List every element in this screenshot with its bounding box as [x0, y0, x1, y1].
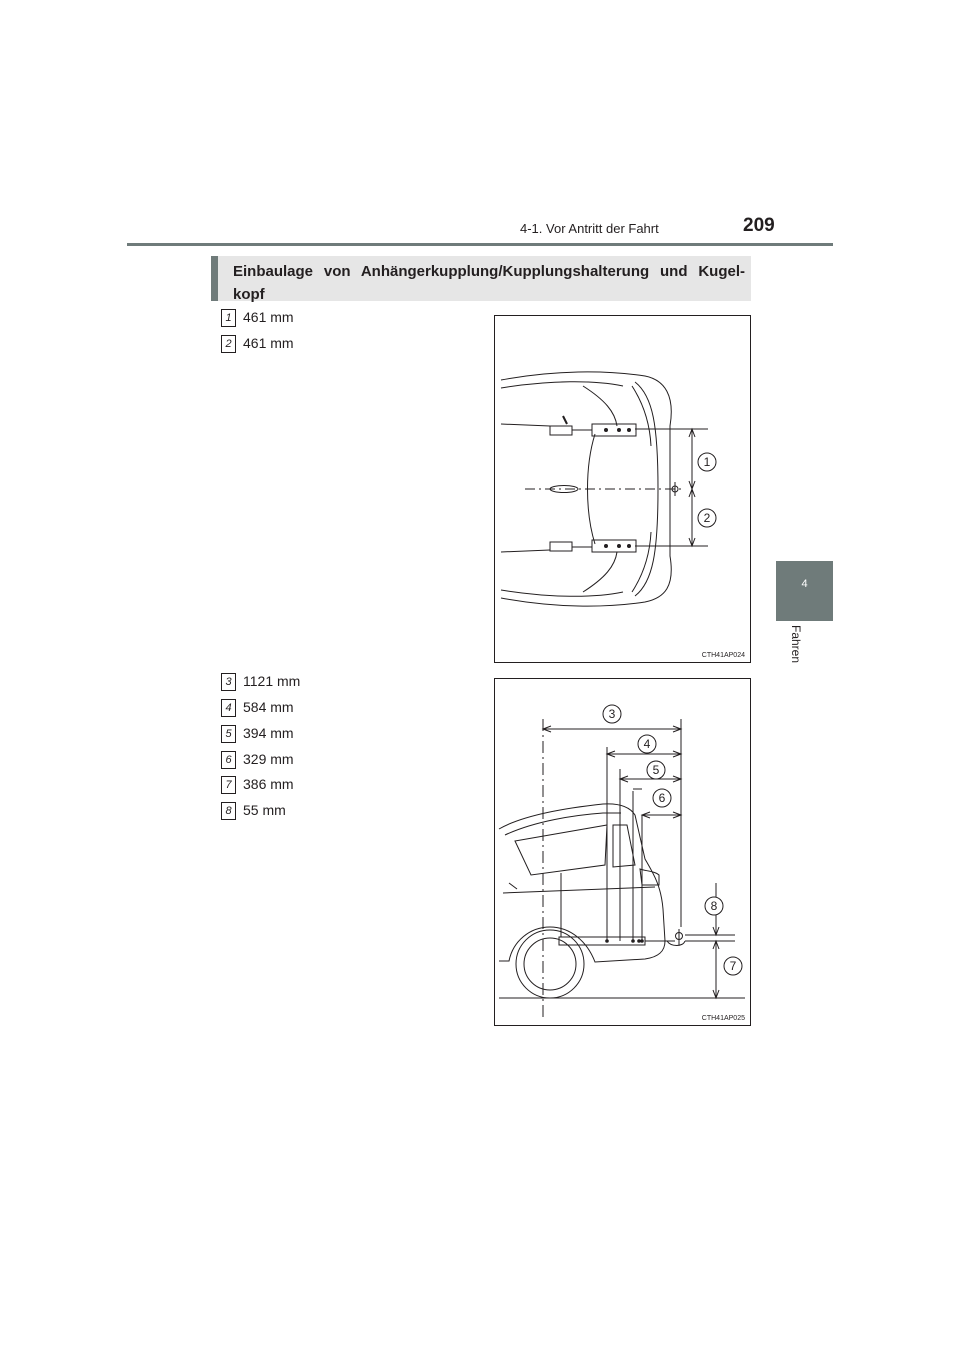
callout-label: 8 — [710, 899, 718, 913]
callout-label: 7 — [729, 959, 737, 973]
callout-label: 1 — [703, 455, 711, 469]
side-view-drawing — [495, 679, 750, 1025]
dimension-value: 55 mm — [243, 802, 286, 818]
dimension-number-badge: 1 — [221, 309, 236, 327]
dimension-number-badge: 4 — [221, 699, 236, 717]
dimension-number-badge: 8 — [221, 802, 236, 820]
callout-label: 3 — [608, 707, 616, 721]
chapter-label: Fahren — [789, 625, 803, 664]
dimension-value: 461 mm — [243, 309, 294, 325]
callout-label: 2 — [703, 511, 711, 525]
figure-top-view — [494, 315, 751, 663]
dimension-number-badge: 7 — [221, 776, 236, 794]
dimension-value: 584 mm — [243, 699, 294, 715]
header-section-title: 4-1. Vor Antritt der Fahrt — [520, 221, 659, 236]
dimension-value: 1121 mm — [243, 673, 301, 689]
figure-code: CTH41AP025 — [701, 1015, 745, 1022]
dimension-value: 329 mm — [243, 751, 294, 767]
figure-side-view — [494, 678, 751, 1026]
dimension-value: 386 mm — [243, 776, 294, 792]
figure-code: CTH41AP024 — [701, 652, 745, 659]
dimension-number-badge: 6 — [221, 751, 236, 769]
section-title: Einbaulage von Anhängerkupplung/Kupplungshalterung und Kugel-kopf — [233, 263, 745, 303]
top-view-drawing — [495, 316, 750, 662]
chapter-number: 4 — [801, 578, 808, 590]
chapter-label-wrapper — [790, 625, 804, 685]
dimension-number-badge: 5 — [221, 725, 236, 743]
callout-label: 4 — [643, 737, 651, 751]
dimension-number-badge: 3 — [221, 673, 236, 691]
callout-label: 5 — [652, 763, 660, 777]
dimension-value: 394 mm — [243, 725, 294, 741]
chapter-tab — [776, 561, 833, 621]
page-number: 209 — [743, 215, 775, 236]
dimension-value: 461 mm — [243, 335, 294, 351]
header-divider — [127, 243, 833, 246]
dimension-number-badge: 2 — [221, 335, 236, 353]
section-title-box — [211, 256, 751, 301]
callout-label: 6 — [658, 791, 666, 805]
